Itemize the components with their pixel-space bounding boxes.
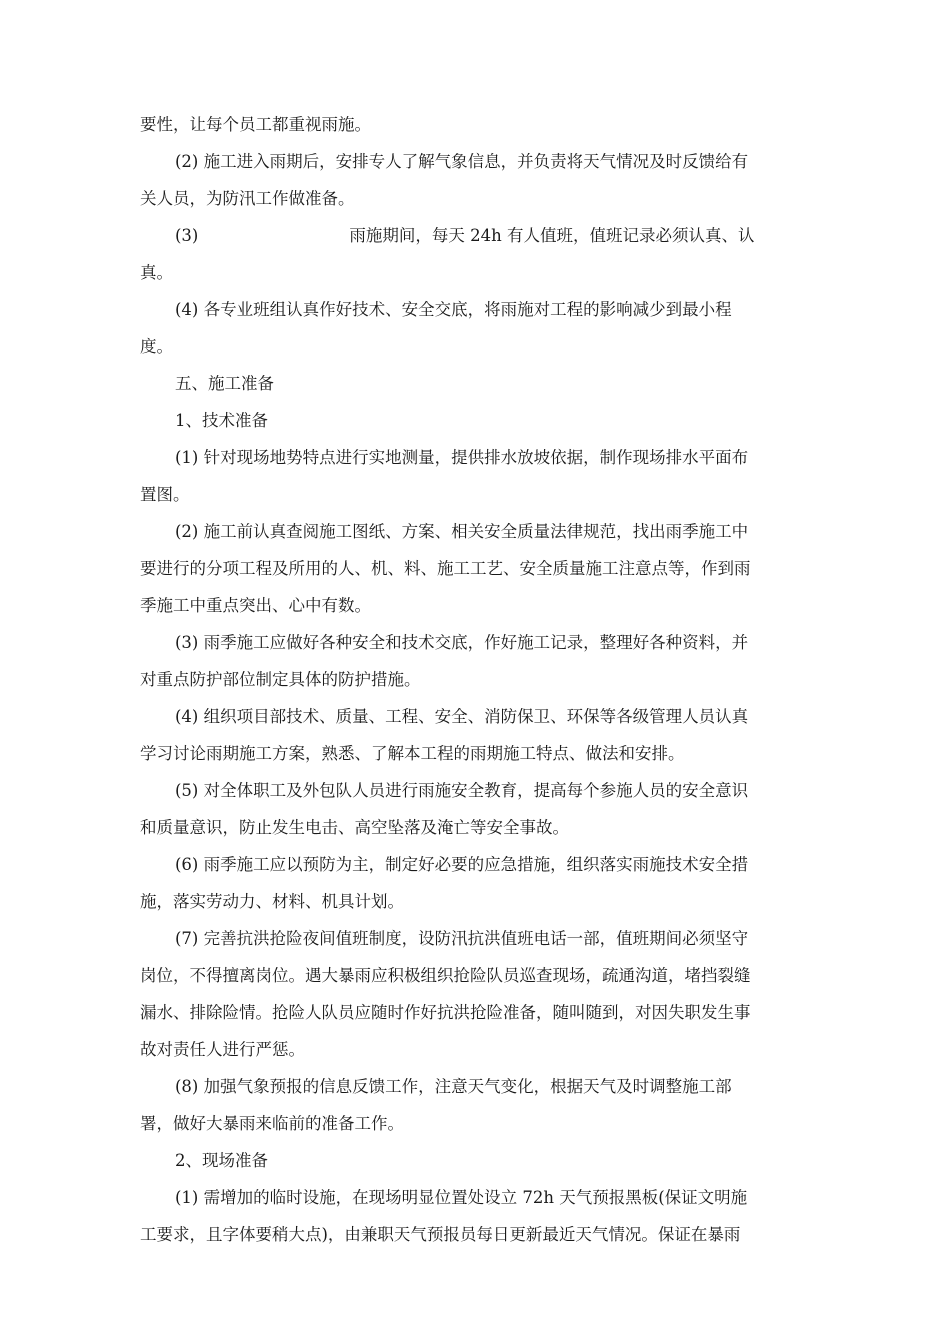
subsection-heading: 1、技术准备 (175, 411, 268, 430)
text-line: 度。 (140, 337, 173, 356)
text-line: (4) 各专业班组认真作好技术、安全交底，将雨施对工程的影响减少到最小程 (175, 300, 732, 319)
text-line: 关人员，为防汛工作做准备。 (140, 189, 355, 208)
text-line: 学习讨论雨期施工方案，熟悉、了解本工程的雨期施工特点、做法和安排。 (140, 744, 685, 763)
text-line: 对重点防护部位制定具体的防护措施。 (140, 670, 421, 689)
text-line: (4) 组织项目部技术、质量、工程、安全、消防保卫、环保等各级管理人员认真 (175, 707, 749, 726)
text-line: (7) 完善抗洪抢险夜间值班制度，设防汛抗洪值班电话一部，值班期间必须坚守 (175, 929, 749, 948)
text-line: 和质量意识，防止发生电击、高空坠落及淹亡等安全事故。 (140, 818, 569, 837)
text-line: 岗位，不得擅离岗位。遇大暴雨应积极组织抢险队员巡查现场，疏通沟道，堵挡裂缝 (140, 966, 751, 985)
text-line: (3) 雨季施工应做好各种安全和技术交底，作好施工记录，整理好各种资料，并 (175, 633, 749, 652)
text-line: (8) 加强气象预报的信息反馈工作，注意天气变化，根据天气及时调整施工部 (175, 1077, 732, 1096)
text-line: 故对责任人进行严惩。 (140, 1040, 305, 1059)
text-line: 工要求，且字体要稍大点)，由兼职天气预报员每日更新最近天气情况。保证在暴雨 (140, 1225, 741, 1244)
text-line: 施，落实劳动力、材料、机具计划。 (140, 892, 404, 911)
text-line: (2) 施工前认真查阅施工图纸、方案、相关安全质量法律规范，找出雨季施工中 (175, 522, 749, 541)
text-line: (1) 需增加的临时设施，在现场明显位置处设立 72h 天气预报黑板(保证文明施 (175, 1188, 748, 1207)
text-line: (2) 施工进入雨期后，安排专人了解气象信息，并负责将天气情况及时反馈给有 (175, 152, 749, 171)
text-line: 要进行的分项工程及所用的人、机、料、施工工艺、安全质量施工注意点等，作到雨 (140, 559, 751, 578)
text-line: 季施工中重点突出、心中有数。 (140, 596, 371, 615)
text-line: 漏水、排除险情。抢险人队员应随时作好抗洪抢险准备，随叫随到，对因失职发生事 (140, 1003, 751, 1022)
item-number: (3) (175, 226, 199, 245)
text-line: 置图。 (140, 485, 190, 504)
text-line: (6) 雨季施工应以预防为主，制定好必要的应急措施，组织落实雨施技术安全措 (175, 855, 749, 874)
text-line: 要性，让每个员工都重视雨施。 (140, 115, 371, 134)
text-line (140, 217, 815, 254)
document-page (140, 106, 815, 1253)
text-line: (1) 针对现场地势特点进行实地测量，提供排水放坡依据，制作现场排水平面布 (175, 448, 749, 467)
text-line: (5) 对全体职工及外包队人员进行雨施安全教育，提高每个参施人员的安全意识 (175, 781, 749, 800)
subsection-heading: 2、现场准备 (175, 1151, 268, 1170)
item-text: 雨施期间，每天 24h 有人值班，值班记录必须认真、认 (349, 226, 755, 245)
text-line: 真。 (140, 263, 173, 282)
section-heading: 五、施工准备 (175, 374, 274, 393)
text-line: 署，做好大暴雨来临前的准备工作。 (140, 1114, 404, 1133)
